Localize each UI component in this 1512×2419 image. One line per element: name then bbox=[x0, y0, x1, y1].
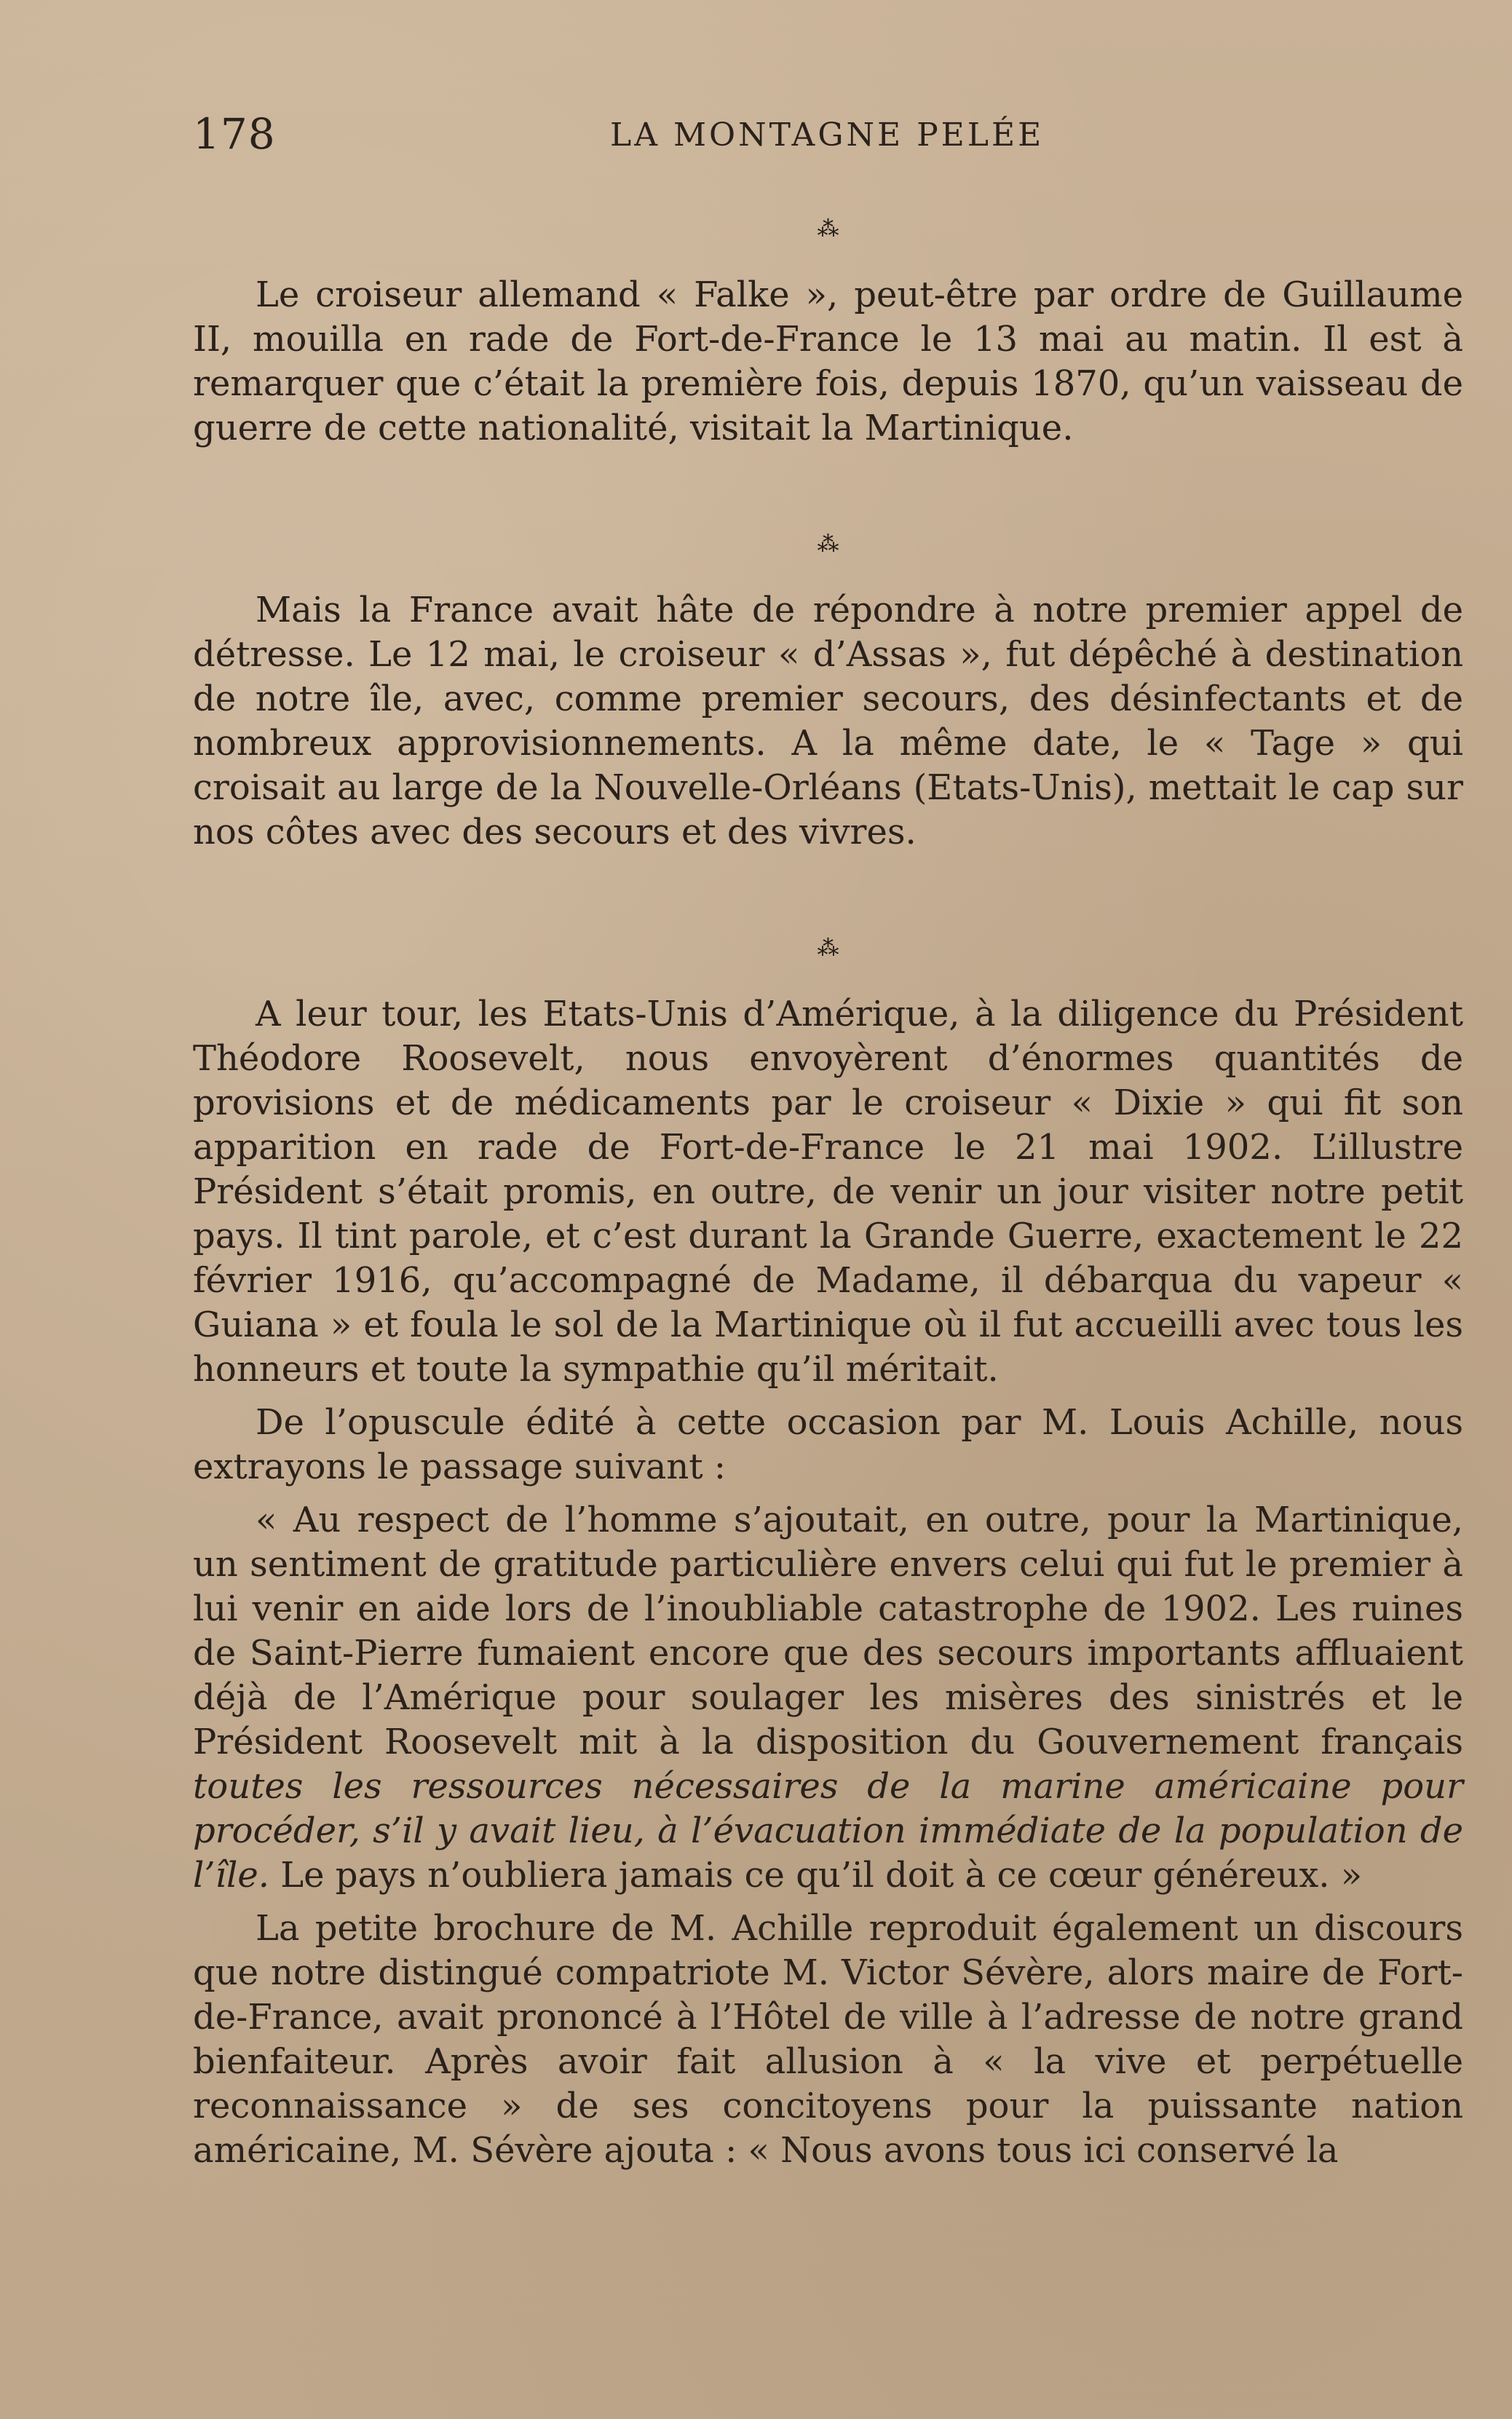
paragraph-falke: Le croiseur allemand « Falke », peut-être par ordre de Guillaume II, mouilla en rade de Fort-de-France le 13 mai au matin. Il est à remarquer que c’était la première fois, depuis 1870, qu’un vaisseau de guerre de cette nationalité, visitait la Martinique. bbox=[193, 274, 1463, 448]
paragraph-opuscule: De l’opuscule édité à cette occasion par M. Louis Achille, nous extrayons le passage suivant : bbox=[193, 1402, 1463, 1487]
quotation-italic-text: toutes les ressources nécessaires de la marine américaine pour procéder, s’il y avait lieu, à l’évacuation immédiate de la population de l’île. bbox=[193, 1766, 1463, 1896]
paragraph-achille-brochure: La petite brochure de M. Achille reproduit également un discours que notre distingué compatriote M. Victor Sévère, alors maire de Fort-de-France, avait prononcé à l’Hôtel de ville à l’adresse de notre grand bienfaiteur. Après avoir fait allusion à « la vive et perpétuelle reconnaissance » de ses concitoyens pour la puissante nation américaine, M. Sévère ajouta : « Nous avons tous ici conservé la bbox=[193, 1908, 1463, 2171]
body-text bbox=[193, 197, 1463, 2173]
quotation-text-start: « Au respect de l’homme s’ajoutait, en outre, pour la Martinique, un sentiment de gratitude particulière envers celui qui fut le premier à lui venir en aide lors de l’inoubliable catastrophe de 1902. Les ruines de Saint-Pierre fumaient encore que des secours importants affluaient déjà de l’Amérique pour soulager les misères des sinistrés et le Président Roosevelt mit à la disposition du Gouvernement français bbox=[193, 1500, 1463, 1762]
section-separator: ⁂ bbox=[817, 531, 839, 557]
page-header bbox=[0, 109, 1512, 160]
running-title: LA MONTAGNE PELÉE bbox=[610, 116, 1045, 154]
page-number: 178 bbox=[193, 109, 276, 159]
section-separator: ⁂ bbox=[817, 935, 839, 961]
section-separator: ⁂ bbox=[817, 216, 839, 242]
paragraph-france-aid: Mais la France avait hâte de répondre à notre premier appel de détresse. Le 12 mai, le croiseur « d’Assas », fut dépêché à destination de notre île, avec, comme premier secours, des désinfectants et de nombreux approvisionnements. A la même date, le « Tage » qui croisait au large de la Nouvelle-Orléans (Etats-Unis), mettait le cap sur nos côtes avec des secours et des vivres. bbox=[193, 590, 1463, 852]
quotation-text-end: Le pays n’oubliera jamais ce qu’il doit à ce cœur généreux. » bbox=[280, 1855, 1363, 1896]
paragraph-quotation bbox=[193, 1498, 1463, 1898]
paragraph-us-aid: A leur tour, les Etats-Unis d’Amérique, à la diligence du Président Théodore Roosevelt, nous envoyèrent d’énormes quantités de provisions et de médicaments par le croiseur « Dixie » qui fit son apparition en rade de Fort-de-France le 21 mai 1902. L’illustre Président s’était promis, en outre, de venir un jour visiter notre petit pays. Il tint parole, et c’est durant la Grande Guerre, exactement le 22 février 1916, qu’accompagné de Madame, il débarqua du vapeur « Guiana » et foula le sol de la Martinique où il fut accueilli avec tous les honneurs et toute la sympathie qu’il méritait. bbox=[193, 994, 1463, 1390]
